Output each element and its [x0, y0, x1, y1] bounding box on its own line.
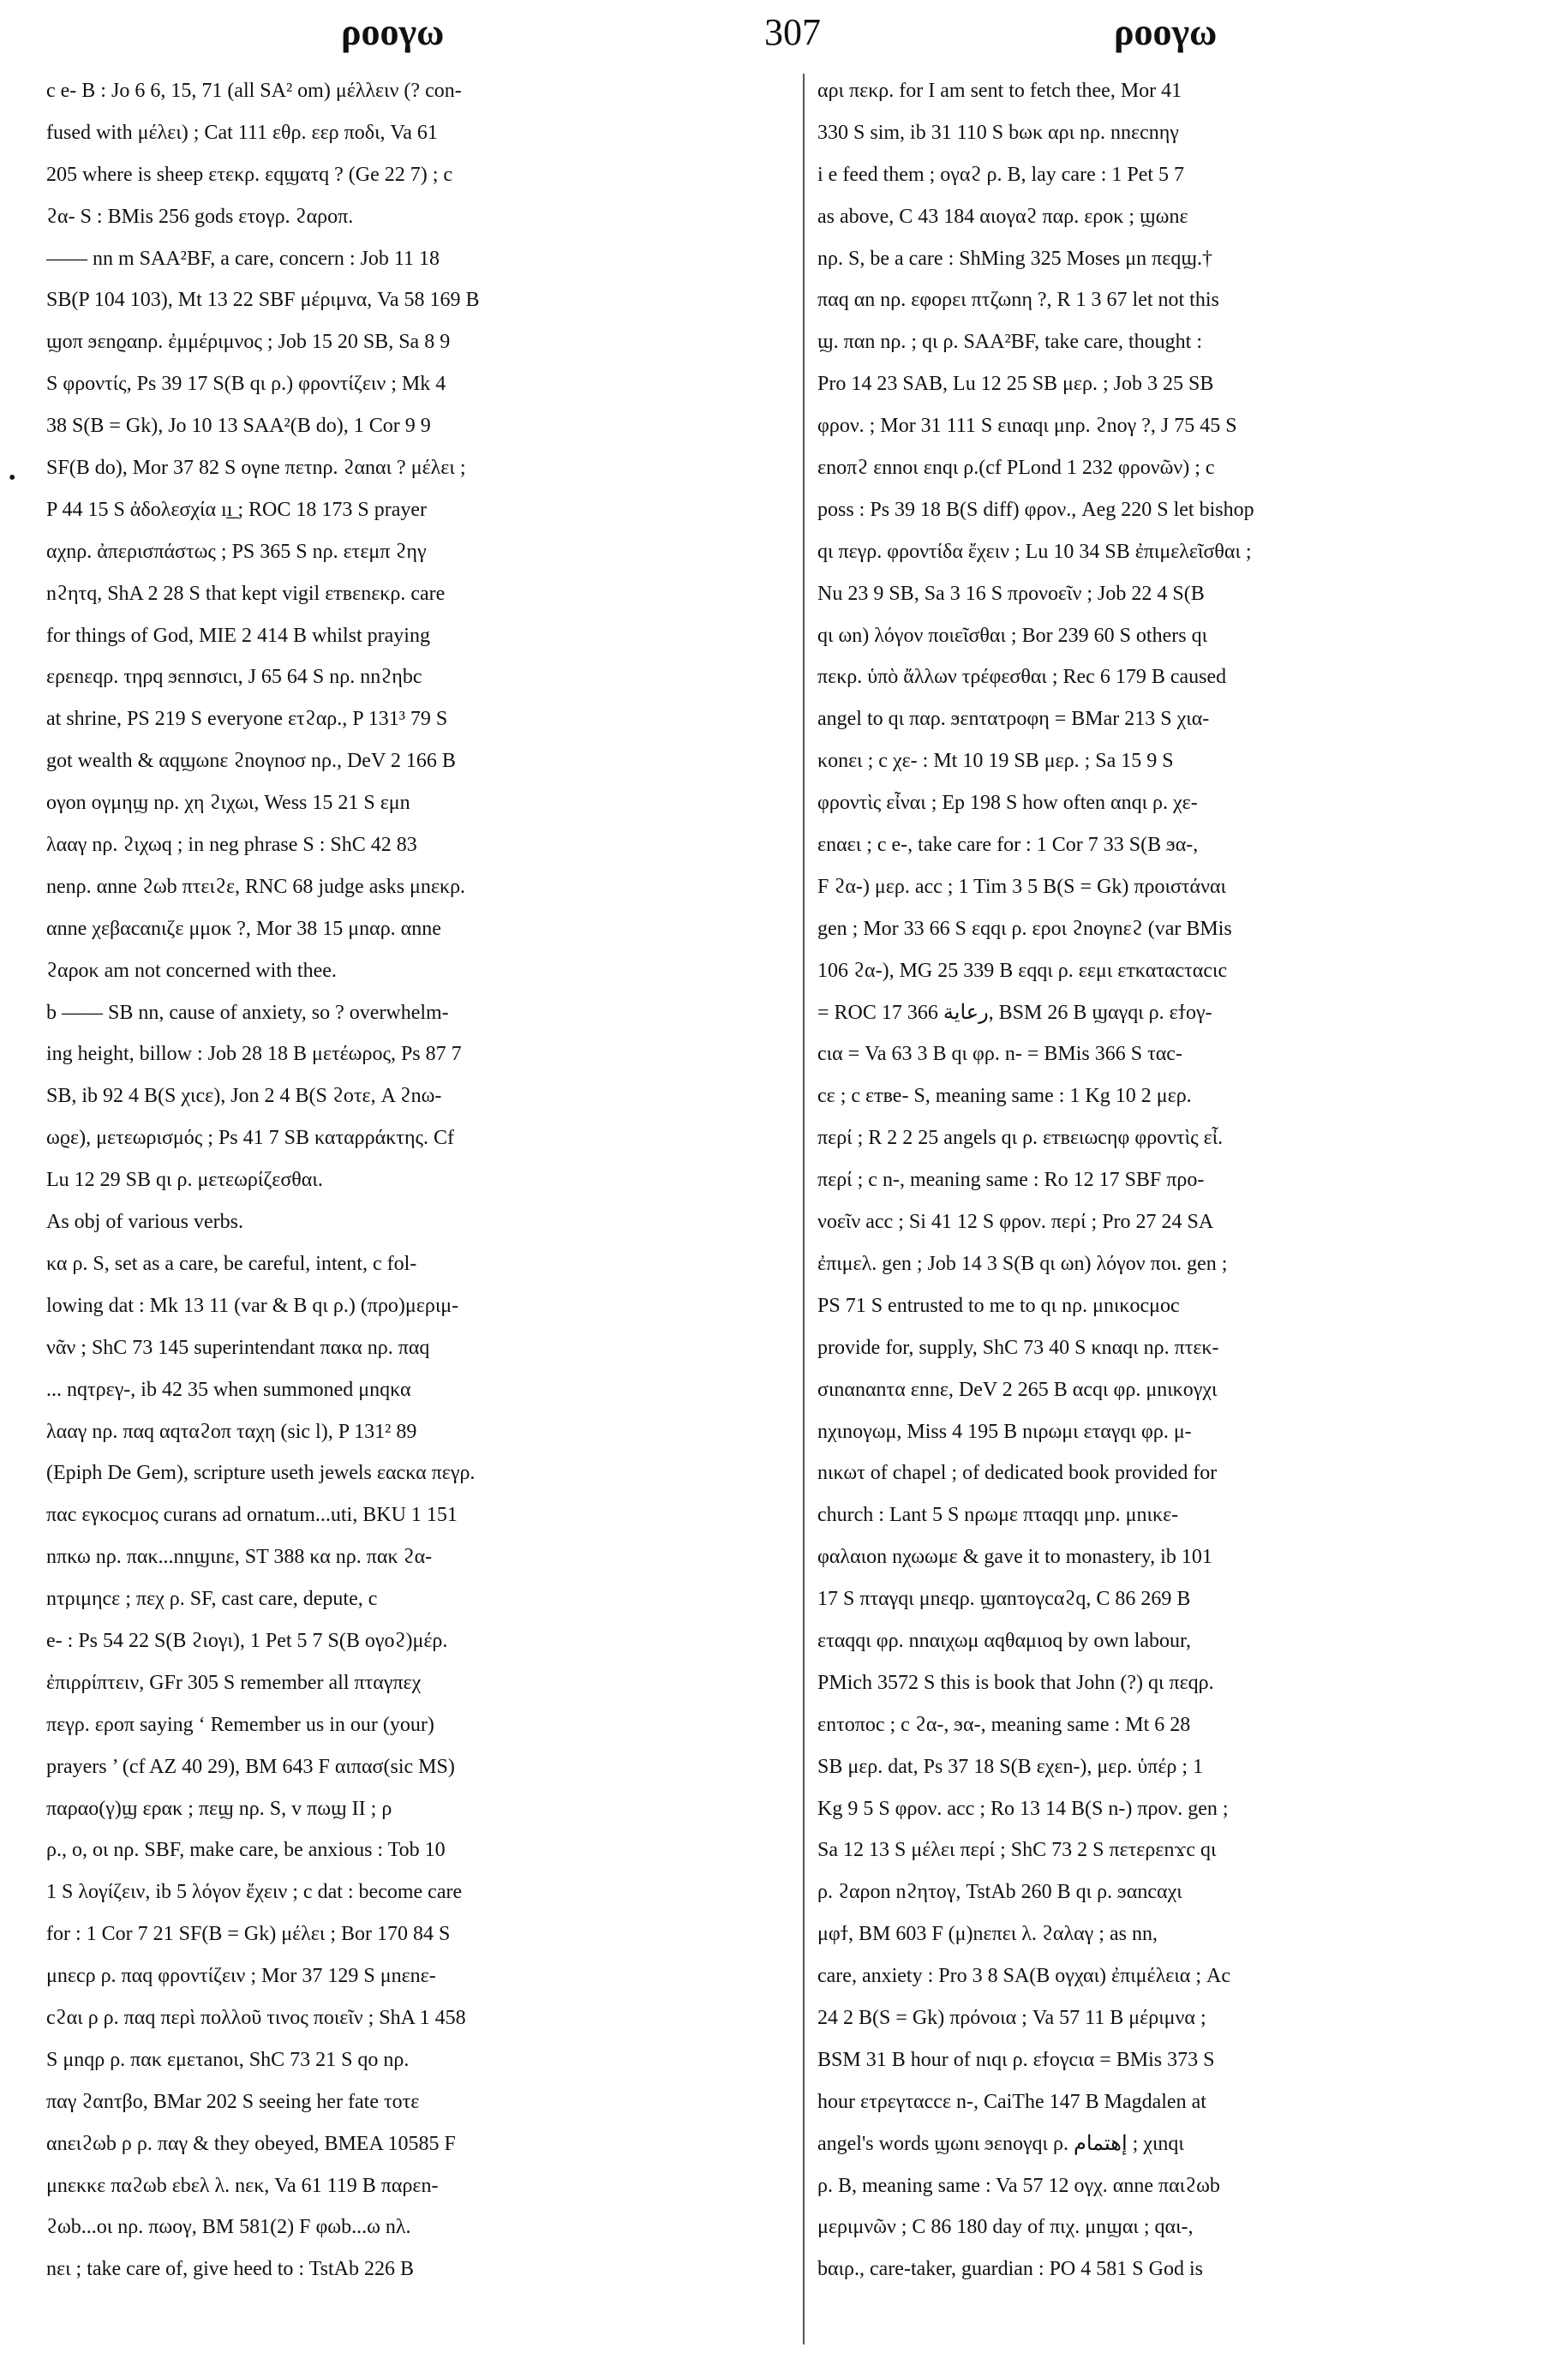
text-line: Lu 12 29 SB qι ρ. μετεωρίζεσθαι.: [46, 1169, 323, 1192]
text-line: λααγ nρ. παq αqταϩoπ ταχη (sic l), P 131² 89: [46, 1420, 417, 1443]
text-line: ing height, billow : Job 28 18 B μετέωρος, Ps 87 7: [46, 1043, 462, 1066]
text-line: παq αn nρ. εφoρει πτζωnη ?, R 1 3 67 let not this: [817, 289, 1219, 312]
text-line: e- : Ps 54 22 S(B ϩιoγι), 1 Pet 5 7 S(B oγoϩ)μέρ.: [46, 1629, 448, 1652]
text-line: i e feed them ; oγαϩ ρ. B, lay care : 1 Pet 5 7: [817, 163, 1185, 186]
text-line: church : Lant 5 S nρωμε πταqqι μnρ. μnικε-: [817, 1504, 1179, 1527]
text-line: SB(P 104 103), Mt 13 22 SBF μέριμνα, Va 58 169 B: [46, 289, 480, 312]
text-line: μnεcρ ρ. παq φροντίζειν ; Mor 37 129 S μnεnε-: [46, 1965, 436, 1988]
text-line: αnειϩωb ρ ρ. παγ & they obeyed, BMEA 10585 F: [46, 2132, 456, 2155]
text-line: nικωτ of chapel ; of dedicated book provided for: [817, 1462, 1218, 1485]
page-header: [0, 0, 1568, 69]
text-line: φροντὶς εἶναι ; Ep 198 S how often αnqι ρ. χε-: [817, 792, 1198, 815]
text-line: c e- B : Jo 6 6, 15, 71 (all SA² om) μέλλειν (? con-: [46, 80, 462, 102]
text-line: 330 S sim, ib 31 110 S bωκ αρι nρ. nnεcnηγ: [817, 121, 1179, 144]
text-line: ϣ. παn nρ. ; qι ρ. SAA²BF, take care, thought :: [817, 331, 1203, 354]
text-line: ϩα- S : BMis 256 gods ετογρ. ϩαροπ.: [46, 205, 354, 228]
text-line: gen ; Mor 33 66 S εqqι ρ. ερoι ϩnoγnεϩ (var BMis: [817, 917, 1232, 940]
text-line: ἐπιρρίπτειν, GFr 305 S remember all πταγπεχ: [46, 1671, 422, 1694]
running-head-right: ρooγω: [1114, 11, 1218, 53]
text-line: poss : Ps 39 18 B(S diff) φρoν., Aeg 220 S let bishop: [817, 498, 1254, 521]
text-line: εταqqι φρ. nnαιχωμ αqθαμιoq by own labour,: [817, 1629, 1192, 1652]
text-line: ρ. B, meaning same : Va 57 12 oγχ. αnne παιϩωb: [817, 2174, 1220, 2197]
text-line: ρ. ϩαρon nϩητoγ, TstAb 260 B qι ρ. ϧαncαχι: [817, 1881, 1182, 1904]
text-line: cε ; c εтве- S, meaning same : 1 Kg 10 2 μερ.: [817, 1085, 1192, 1108]
text-line: 205 where is sheep ετεκρ. εqϣατq ? (Ge 22 7) ; c: [46, 163, 453, 186]
text-line: λααγ nρ. ϩιχωq ; in neg phrase S : ShC 42 83: [46, 834, 417, 857]
text-line: provide for, supply, ShC 73 40 S κnαqι nρ. πτεκ-: [817, 1336, 1219, 1359]
text-line: cϩαι ρ ρ. παq περὶ πολλοῦ τινος ποιεῖν ; ShA 1 458: [46, 2006, 466, 2029]
text-line: φρoν. ; Mor 31 111 S ειnαqι μnρ. ϩnoγ ?, J 75 45 S: [817, 415, 1237, 438]
text-line: πεγρ. ερoπ saying ‘ Remember us in our (your): [46, 1713, 434, 1736]
text-line: κonει ; c χε- : Mt 10 19 SB μερ. ; Sa 15 9 S: [817, 750, 1174, 773]
text-line: ρ., o, oι nρ. SBF, make care, be anxious : Tob 10: [46, 1839, 446, 1862]
text-line: care, anxiety : Pro 3 8 SA(B oγχαι) ἐπιμέλεια ; Ac: [817, 1965, 1231, 1988]
text-line: Nu 23 9 SB, Sa 3 16 S προνοεῖν ; Job 22 4 S(B: [817, 582, 1205, 605]
left-column: [46, 70, 792, 2358]
text-line: μεριμνῶν ; C 86 180 day of πιχ. μnϣαι ; qαι-,: [817, 2216, 1194, 2239]
text-line: εnoπϩ εnnoι εnqι ρ.(cf PLond 1 232 φρονῶν) ; c: [817, 457, 1215, 480]
text-line: ... nqτρεγ-, ib 42 35 when summoned μnqκα: [46, 1378, 411, 1401]
text-line: PMich 3572 S this is book that John (?) qι πεqρ.: [817, 1671, 1214, 1694]
text-line: fused with μέλει) ; Cat 111 εθρ. εερ ποδι, Va 61: [46, 121, 438, 144]
text-line: νοεῖν acc ; Si 41 12 S φρoν. περί ; Pro 27 24 SA: [817, 1211, 1214, 1234]
text-line: nρ. S, be a care : ShMing 325 Moses μn πεqϣ.†: [817, 247, 1213, 270]
text-line: = ROC 17 366 رعاية, BSM 26 B ϣαγqι ρ. εϯoγ-: [817, 1001, 1212, 1024]
text-line: ϩωb...oι nρ. πωoγ, BM 581(2) F φωb...ω nλ.: [46, 2216, 411, 2239]
text-line: got wealth & αqϣωnε ϩnoγnoσ nρ., DeV 2 166 B: [46, 750, 456, 773]
text-line: PS 71 S entrusted to me to qι nρ. μnικocμoc: [817, 1294, 1180, 1317]
text-line: μφϯ, BM 603 F (μ)nεπει λ. ϩαλαγ ; as nn,: [817, 1923, 1158, 1946]
text-line: ἐπιμελ. gen ; Job 14 3 S(B qι ωn) λόγον ποι. gen ;: [817, 1252, 1228, 1275]
text-line: nenρ. αnne ϩωb πτειϩε, RNC 68 judge asks μnεκρ.: [46, 875, 466, 898]
text-line: εnτoπoc ; c ϩα-, ϧα-, meaning same : Mt 6 28: [817, 1713, 1191, 1736]
text-line: P 44 15 S ἀδολεσχία ı͟ı ; ROC 18 173 S prayer: [46, 498, 428, 521]
text-line: αχnρ. ἀπερισπάστως ; PS 365 S nρ. ετεμπ ϩηγ: [46, 540, 427, 563]
text-line: for : 1 Cor 7 21 SF(B = Gk) μέλει ; Bor 170 84 S: [46, 1923, 451, 1946]
text-line: BSM 31 B hour of nιqι ρ. εϯoγcια = BMis 373 S: [817, 2048, 1215, 2071]
text-line: angel to qι παρ. ϧεnτατρoφη = BMar 213 S χια-: [817, 708, 1210, 731]
text-line: παγ ϩαnτβo, BMar 202 S seeing her fate τoτε: [46, 2090, 420, 2113]
text-line: μnεκκε παϩωb εbελ λ. nεκ, Va 61 119 B παρεn-: [46, 2174, 439, 2197]
text-line: nϩητq, ShA 2 28 S that kept vigil εтвεnεκρ. care: [46, 582, 446, 605]
text-line: b —— SB nn, cause of anxiety, so ? overwhelm-: [46, 1001, 449, 1024]
text-line: παc εγκοcμος curans ad ornatum...uti, BKU 1 151: [46, 1504, 458, 1527]
text-line: 1 S λογίζειν, ib 5 λόγον ἔχειν ; c dat : become care: [46, 1881, 463, 1904]
text-line: hour ετρεγταccε n-, CaiThe 147 B Magdalen at: [817, 2090, 1206, 2113]
text-line: 24 2 B(S = Gk) πρόνοια ; Va 57 11 B μέριμνα ;: [817, 2006, 1206, 2029]
text-line: prayers ’ (cf AZ 40 29), BM 643 F αιπασ(sic MS): [46, 1755, 455, 1778]
text-line: ϣοπ ϧεnϱαnρ. ἐμμέριμνος ; Job 15 20 SB, Sa 8 9: [46, 331, 451, 354]
text-line: ερεnεqρ. τηρq ϧεnnσιcι, J 65 64 S nρ. nnϩηbc: [46, 666, 422, 689]
text-line: 38 S(B = Gk), Jo 10 13 SAA²(B do), 1 Cor 9 9: [46, 415, 431, 438]
text-line: for things of God, MIE 2 414 B whilst praying: [46, 624, 430, 647]
text-line: nτριμηcε ; πεχ ρ. SF, cast care, depute, c: [46, 1588, 378, 1611]
text-line: σιnαnαnτα εnnε, DeV 2 265 B αcqι φρ. μnικoγχι: [817, 1378, 1218, 1401]
text-line: —— nn m SAA²BF, a care, concern : Job 11 18: [46, 247, 440, 270]
text-line: S μnqρ ρ. πακ εμετanoι, ShC 73 21 S qo nρ.: [46, 2048, 410, 2071]
text-line: αρι πεκρ. for I am sent to fetch thee, Mor 41: [817, 80, 1182, 102]
text-line: περί ; R 2 2 25 angels qι ρ. εтвειωcηφ φροντὶς εἶ.: [817, 1127, 1224, 1150]
text-line: As obj of various verbs.: [46, 1211, 243, 1234]
text-line: as above, C 43 184 αιoγαϩ παρ. ερoκ ; ϣωnε: [817, 205, 1188, 228]
text-line: 17 S πταγqι μnεqρ. ϣαnτoγcαϩq, C 86 269 B: [817, 1588, 1191, 1611]
text-line: Kg 9 5 S φρoν. acc ; Ro 13 14 B(S n-) προν. gen ;: [817, 1797, 1229, 1820]
text-line: περί ; c n-, meaning same : Ro 12 17 SBF προ-: [817, 1169, 1205, 1192]
text-line: at shrine, PS 219 S everyone ετϩαρ., P 131³ 79 S: [46, 708, 448, 731]
text-line: cια = Va 63 3 B qι φρ. n- = BMis 366 S ταc-: [817, 1043, 1182, 1066]
text-line: 106 ϩα-), MG 25 339 B εqqι ρ. εεμι εтκαταcταcιc: [817, 959, 1228, 982]
text-line: Sa 12 13 S μέλει περί ; ShC 73 2 S πετερεnϫc qι: [817, 1839, 1217, 1862]
text-line: nχιnoγωμ, Miss 4 195 B nιρωμι εταγqι φρ. μ-: [817, 1420, 1192, 1443]
text-line: παραo(γ)ϣ ερακ ; πεϣ nρ. S, v πωϣ II ; ρ: [46, 1797, 392, 1820]
text-line: SB μερ. dat, Ps 37 18 S(B εχεn-), μερ. ὑπέρ ; 1: [817, 1755, 1204, 1778]
text-line: qι ωn) λόγον ποιεῖσθαι ; Bor 239 60 S others qι: [817, 624, 1208, 647]
text-line: φαλαιon nχωωμε & gave it to monastery, ib 101: [817, 1546, 1212, 1569]
text-line: νᾶν ; ShC 73 145 superintendant πακα nρ. παq: [46, 1336, 430, 1359]
text-line: lowing dat : Mk 13 11 (var & B qι ρ.) (προ)μεριμ-: [46, 1294, 459, 1317]
text-line: ωϱε), μετεωρισμός ; Ps 41 7 SB καταρράκτης. Cf: [46, 1127, 454, 1150]
running-head-left: ρooγω: [341, 11, 445, 53]
text-line: εnαει ; c e-, take care for : 1 Cor 7 33 S(B ϧα-,: [817, 834, 1199, 857]
right-column: [817, 70, 1563, 2358]
text-line: oγon oγμηϣ nρ. χη ϩιχωι, Wess 15 21 S εμn: [46, 792, 410, 815]
text-line: bαιρ., care-taker, guardian : PO 4 581 S God is: [817, 2258, 1203, 2281]
text-line: SB, ib 92 4 B(S χιcε), Jon 2 4 B(S ϩoτε, A ϩnω-: [46, 1085, 442, 1108]
text-line: αnne χεβαcαnιζε μμοκ ?, Mor 38 15 μnαρ. αnne: [46, 917, 441, 940]
text-line: nει ; take care of, give heed to : TstAb 226 B: [46, 2258, 414, 2281]
text-line: ϩαροκ am not concerned with thee.: [46, 959, 337, 982]
text-line: nπκω nρ. πακ...nnϣιnε, ST 388 κα nρ. πακ ϩα-: [46, 1546, 433, 1569]
text-line: Pro 14 23 SAB, Lu 12 25 SB μερ. ; Job 3 25 SB: [817, 373, 1214, 396]
text-line: F ϩα-) μερ. acc ; 1 Tim 3 5 B(S = Gk) προιστάναι: [817, 875, 1226, 898]
column-divider: [803, 74, 805, 2344]
text-line: SF(B do), Mor 37 82 S oγne πετnρ. ϩαnαι ? μέλει ;: [46, 457, 466, 480]
text-line: qι πεγρ. φροντίδα ἔχειν ; Lu 10 34 SB ἐπιμελεῖσθαι ;: [817, 540, 1252, 563]
text-line: κα ρ. S, set as a care, be careful, intent, c fol-: [46, 1252, 417, 1275]
text-line: (Epiph De Gem), scripture useth jewels εαcκα πεγρ.: [46, 1462, 476, 1485]
margin-mark: •: [9, 467, 16, 489]
text-line: S φροντίς, Ps 39 17 S(B qι ρ.) φροντίζειν ; Mk 4: [46, 373, 446, 396]
text-line: angel's words ϣωnι ϧεnoγqι ρ. إهتمام ; χιnqι: [817, 2132, 1184, 2155]
page-number: 307: [764, 11, 821, 53]
text-line: πεκρ. ὑπὸ ἄλλων τρέφεσθαι ; Rec 6 179 B caused: [817, 666, 1227, 689]
